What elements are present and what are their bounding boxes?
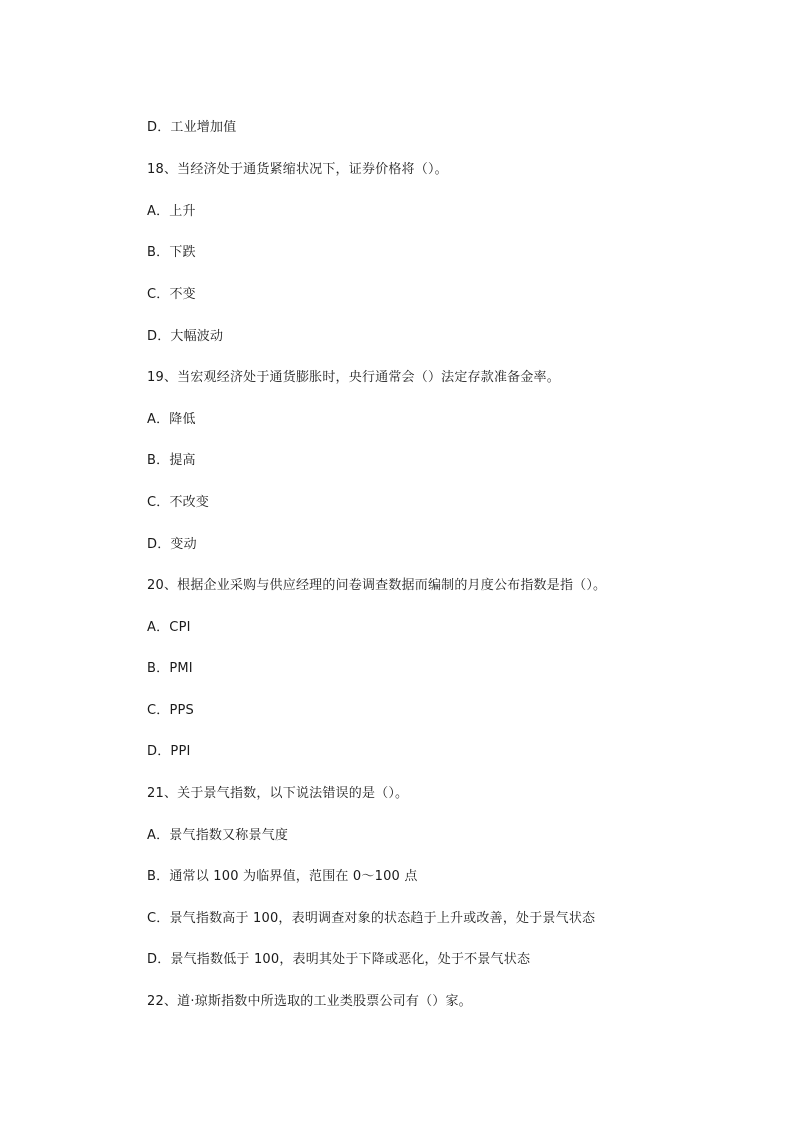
option-20-d: D．PPI [147,744,191,759]
option-19-a: A．降低 [147,412,196,427]
option-20-b: B．PMI [147,661,193,676]
question-19: 19、当宏观经济处于通货膨胀时，央行通常会（）法定存款准备金率。 [147,370,560,385]
option-21-a: A．景气指数又称景气度 [147,828,289,843]
option-19-d: D．变动 [147,537,197,552]
option-21-c: C．景气指数高于 100，表明调查对象的状态趋于上升或改善，处于景气状态 [147,911,596,926]
option-18-d: D．大幅波动 [147,329,224,344]
option-17-d: D．工业增加值 [147,120,237,135]
option-21-b: B．通常以 100 为临界值，范围在 0～100 点 [147,869,418,884]
question-22: 22、道·琼斯指数中所选取的工业类股票公司有（）家。 [147,994,472,1009]
option-19-c: C．不改变 [147,495,210,510]
option-19-b: B．提高 [147,453,196,468]
option-20-c: C．PPS [147,703,195,718]
question-20: 20、根据企业采购与供应经理的问卷调查数据而编制的月度公布指数是指（）。 [147,578,607,593]
question-21: 21、关于景气指数，以下说法错误的是（）。 [147,786,409,801]
option-21-d: D．景气指数低于 100，表明其处于下降或恶化，处于不景气状态 [147,952,531,967]
option-18-b: B．下跌 [147,245,196,260]
option-18-a: A．上升 [147,204,196,219]
option-20-a: A．CPI [147,620,191,635]
question-18: 18、当经济处于通货紧缩状况下，证券价格将（）。 [147,162,448,177]
option-18-c: C．不变 [147,287,196,302]
